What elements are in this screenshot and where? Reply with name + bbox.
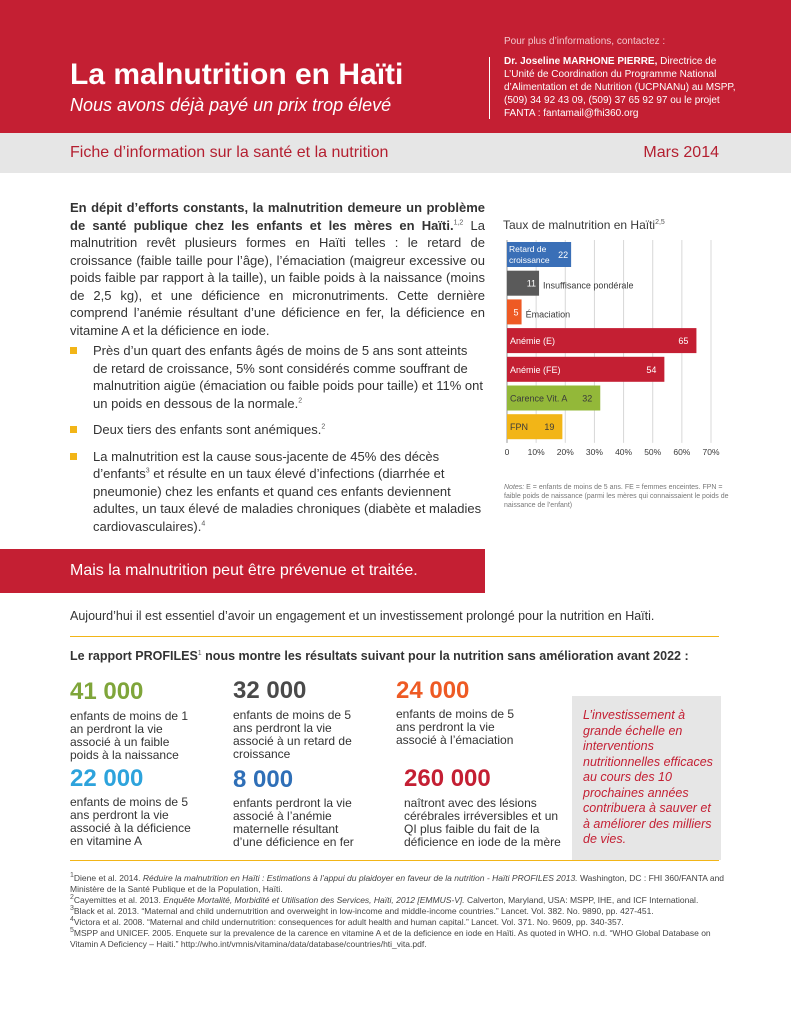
chart-title-sup: 2,5 <box>655 219 665 226</box>
footnote <box>70 895 725 906</box>
chart-tick-label: 10% <box>527 446 545 457</box>
header-banner <box>0 0 791 133</box>
bullet-text-continued: et résulte en un taux élevé d’infections (diarrhée et pneumonie) chez les enfants et quand ces enfants deviennent adultes, un taux élevé de maladies chroniques (diabète et maladies cardiovasculaires). <box>93 466 482 534</box>
contact-info <box>504 55 744 120</box>
chart-data-label: 65 <box>678 336 689 347</box>
chart-category-label: Carence Vit. A <box>510 393 568 404</box>
fact-sheet-title: Fiche d’information sur la santé et la nutrition <box>70 144 389 161</box>
list-item <box>70 421 485 439</box>
footnote-italic: Enquête Mortalité, Morbidité et Utilisation des Services, Haïti, 2012 [EMMUS-V]. <box>163 895 465 905</box>
banner-text: Mais la malnutrition peut être prévenue et traitée. <box>70 562 418 579</box>
investment-callout <box>572 696 721 860</box>
footnote-text: Victora et al. 2008. “Maternal and child undernutrition: consequences for adult health and human capital.” Lancet. Vol. 371. No. 9609, pp. 340-357. <box>73 917 624 927</box>
page-title: La malnutrition en Haïti <box>70 58 404 91</box>
chart-category-label: Retard de croissance <box>509 244 550 265</box>
footnote-text: Diene et al. 2014. <box>73 873 143 883</box>
chart-category-label: Insuffisance pondérale <box>543 280 634 291</box>
chart-data-label: 5 <box>513 307 519 318</box>
chart-notes-label: Notes: <box>504 484 525 491</box>
footnote <box>70 928 725 950</box>
chart-category-label: Anémie (FE) <box>510 364 561 375</box>
chart-tick-label: 60% <box>673 446 691 457</box>
chart-data-label: 54 <box>646 364 657 375</box>
profiles-sup: 1 <box>197 649 202 657</box>
chart-tick-label: 0 <box>504 446 510 457</box>
subheader-bar <box>0 133 791 173</box>
header-divider <box>489 57 490 119</box>
footnote-num: 4 <box>70 916 74 924</box>
bullet-sup: 3 <box>145 467 150 475</box>
chart-tick-label: 20% <box>556 446 574 457</box>
stat-number: 22 000 <box>70 765 144 792</box>
bullet-square-icon <box>70 347 77 354</box>
profiles-suffix: nous montre les résultats suivant pour la nutrition sans amélioration avant 2022 : <box>201 649 689 663</box>
list-item <box>70 448 485 536</box>
chart-data-label: 19 <box>544 422 555 433</box>
bullet-text: La malnutrition est la cause sous-jacente de 45% des décès d’enfants <box>93 448 440 481</box>
chart-tick-label: 40% <box>615 446 633 457</box>
footnote-text: Cayemittes et al. 2013. <box>73 895 164 905</box>
footnote-num: 1 <box>70 872 74 880</box>
footnote-italic: Réduire la malnutrition en Haïti : Estimations à l’appui du plaidoyer en faveur de la nutrition - Haïti PROFILES 2013. <box>142 873 578 883</box>
footnote <box>70 917 725 928</box>
chart-title <box>503 218 665 232</box>
stat-description: enfants de moins de 5 ans perdront la vie associé à la déficience en vitamine A <box>70 795 191 848</box>
malnutrition-bar-chart <box>495 235 735 480</box>
chart-title-text: Taux de malnutrition en Haïti <box>503 218 656 232</box>
divider-line <box>70 860 719 861</box>
publication-date: Mars 2014 <box>643 144 719 161</box>
contact-name: Dr. Joseline MARHONE PIERRE, <box>504 56 658 67</box>
stat-description: enfants de moins de 5 ans perdront la vie associé à un retard de croissance <box>233 708 352 761</box>
footnote-text: Washington, DC : FHI 360/FANTA and Ministère de la Santé Publique et de la Population, Haïti. <box>70 873 725 894</box>
chart-data-label: 22 <box>558 250 569 260</box>
stat-number: 260 000 <box>404 765 491 792</box>
stat-description: enfants de moins de 1 an perdront la vie associé à un faible poids à la naissance <box>70 709 189 762</box>
footnotes <box>70 873 725 950</box>
divider-line <box>70 636 719 637</box>
intro-sup: 1,2 <box>453 219 464 227</box>
footnote <box>70 906 725 917</box>
chart-data-label: 11 <box>526 278 537 289</box>
chart-category-label: Émaciation <box>525 309 571 320</box>
prevention-banner <box>0 549 485 593</box>
commitment-text: Aujourd’hui il est essentiel d’avoir un engagement et un investissement prolongé pour la nutrition en Haïti. <box>70 609 655 623</box>
footnote-num: 3 <box>70 905 74 913</box>
intro-bold: En dépit d’efforts constants, la malnutrition demeure un problème de santé publique chez les enfants et les mères en Haïti. <box>70 200 485 233</box>
stat-number: 32 000 <box>233 677 307 704</box>
stat-number: 41 000 <box>70 678 144 705</box>
bullet-text: Près d’un quart des enfants âgés de moins de 5 ans sont atteints de retard de croissance, 5% sont considérés comme souffrant de malnutrition aigüe (émaciation ou faible poids pour taille) et 11% ont un poids en dessous de la normale. <box>93 343 483 411</box>
bullet-text: Deux tiers des enfants sont anémiques. <box>93 422 322 437</box>
stat-description: enfants de moins de 5 ans perdront la vie associé à l’émaciation <box>396 707 515 747</box>
callout-text: L’investissement à grande échelle en interventions nutritionnelles efficaces au cours des 10 prochaines années contribuera à sauver et à améliorer des milliers de vies. <box>583 708 713 846</box>
bullet-sup: 4 <box>201 520 206 528</box>
contact-intro: Pour plus d’informations, contactez : <box>504 36 666 47</box>
chart-category-label: FPN <box>510 422 528 433</box>
footnote-num: 2 <box>70 894 74 902</box>
profiles-prefix: Le rapport PROFILES <box>70 649 198 663</box>
bullet-sup: 2 <box>298 397 303 405</box>
list-item <box>70 342 485 412</box>
bullet-square-icon <box>70 426 77 433</box>
footnote-text: Black et al. 2013. “Maternal and child undernutrition and overweight in low-income and middle-income countries.” Lancet. Vol. 382. No. 9890, pp. 427-451. <box>73 906 654 916</box>
key-facts-list <box>70 342 485 544</box>
stat-description: enfants perdront la vie associé à l’anémie maternelle résultant d’une déficience en fer <box>233 796 354 849</box>
stat-description: naîtront avec des lésions cérébrales irréversibles et un QI plus faible du fait de la déficience en iode de la mère <box>404 796 561 849</box>
intro-paragraph <box>70 199 485 339</box>
chart-tick-label: 70% <box>702 446 720 457</box>
chart-notes-text: E = enfants de moins de 5 ans. FE = femmes enceintes. FPN = faible poids de naissance (parmi les mères qui connaissaient le poids de naissance de l’enfant) <box>504 484 729 509</box>
stat-number: 8 000 <box>233 766 294 793</box>
stat-number: 24 000 <box>396 677 470 704</box>
contact-details: Directrice de L’Unité de Coordination du Programme National d’Alimentation et de Nutrition (UCPNANu) au MSPP, (509) 34 92 43 09, (509) 37 65 92 97 ou le projet FANTA : fantamail@fhi360.org <box>504 56 736 119</box>
footnote-text: Calverton, Maryland, USA: MSPP, IHE, and ICF International. <box>464 895 699 905</box>
footnote <box>70 873 725 895</box>
footnote-text: MSPP and UNICEF. 2005. Enquete sur la prevalence de la carence en vitamine A et de la deficience en iode en Haïti. As quoted in WHO. n.d. “WHO Global Database on Vitamin A Deficiency – Haiti.” http://who.int/vmnis/vitamina/data/database/countries/hti_vita.pdf. <box>70 928 711 949</box>
bullet-sup: 2 <box>321 423 326 431</box>
page-subtitle: Nous avons déjà payé un prix trop élevé <box>70 95 392 115</box>
intro-text: La malnutrition revêt plusieurs formes en Haïti telles : le retard de croissance (faible taille pour l’âge), l’émaciation (maigreur excessive ou poids faible par rapport à la taille), un faible poids à la naissance (moins de 2,5 kg), et une déficience en micronutriments. Cette dernière comprend l’anémie résultant d’une déficience en fer, la déficience en vitamine A et la déficience en iode. <box>70 217 485 338</box>
chart-category-label: Anémie (E) <box>510 336 556 347</box>
profiles-intro <box>70 649 689 663</box>
chart-tick-label: 30% <box>585 446 603 457</box>
chart-notes <box>504 483 729 510</box>
chart-data-label: 32 <box>582 393 593 404</box>
footnote-num: 5 <box>70 927 74 935</box>
chart-tick-label: 50% <box>644 446 662 457</box>
bullet-square-icon <box>70 453 77 460</box>
